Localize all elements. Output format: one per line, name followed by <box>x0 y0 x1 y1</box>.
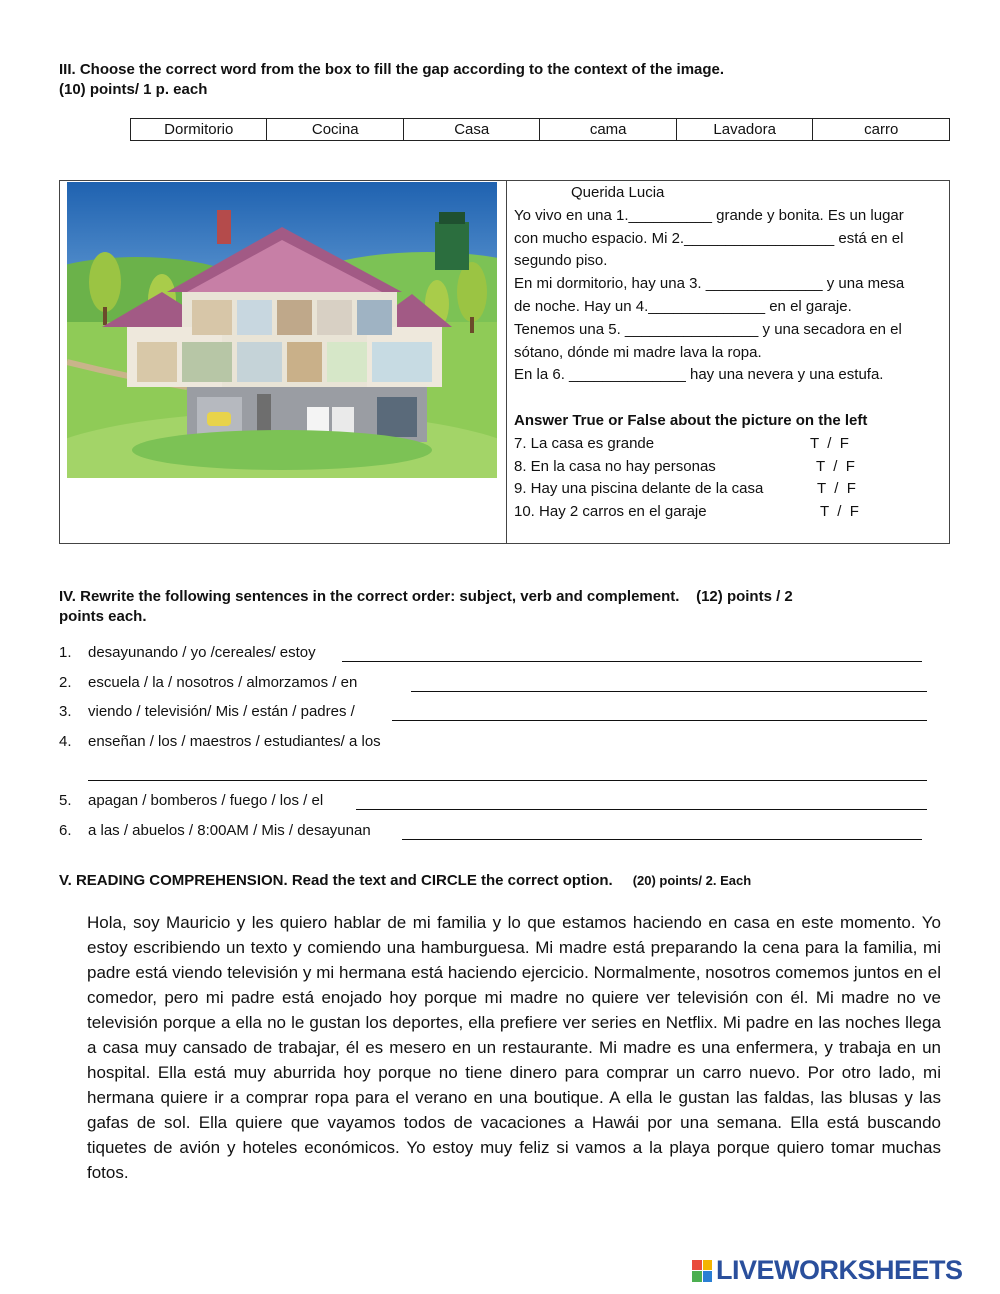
list-item-text: escuela / la / nosotros / almorzamos / en <box>88 674 358 691</box>
answer-line[interactable] <box>356 809 927 810</box>
word-box <box>130 118 950 141</box>
list-item-number: 2. <box>59 674 72 691</box>
word-box-item: Lavadora <box>676 119 812 141</box>
true-false-options[interactable]: T / F <box>817 480 856 498</box>
list-item-number: 3. <box>59 703 72 720</box>
list-item-number: 6. <box>59 822 72 839</box>
answer-line[interactable] <box>411 691 927 692</box>
true-false-question: 10. Hay 2 carros en el garaje <box>514 503 707 521</box>
letter-line: segundo piso. <box>514 252 608 270</box>
word-box-item: carro <box>813 119 950 141</box>
section-4-title <box>59 587 941 627</box>
word-box-item: cama <box>540 119 676 141</box>
true-false-question: 9. Hay una piscina delante de la casa <box>514 480 764 498</box>
true-false-title: Answer True or False about the picture on the left <box>514 411 868 429</box>
true-false-options[interactable]: T / F <box>810 434 849 452</box>
list-item-text: desayunando / yo /cereales/ estoy <box>88 644 316 661</box>
letter-line: En la 6. ______________ hay una nevera y una estufa. <box>514 366 884 384</box>
section-5-title-text: V. READING COMPREHENSION. Read the text and CIRCLE the correct option. <box>59 872 613 889</box>
true-false-item <box>514 478 941 501</box>
letter-greeting: Querida Lucia <box>571 184 665 201</box>
reading-text: Hola, soy Mauricio y les quiero hablar de mi familia y lo que estamos haciendo en casa en este momento. Yo estoy escribiendo un texto y comiendo una hamburguesa. Mi madre está preparando la cena para la familia, mi padre está viendo televisión y mi hermana está haciendo ejercicio. Normalmente, nosotros comemos juntos en el comedor, pero mi padre está enojado hoy porque mi madre no quiere ver televisión con él. Mi madre no ve televisión porque a ella no le gustan los deportes, ella prefiere ver series en Netflix. Mi padre en las noches llega a casa muy cansado de trabajar, él es mesero en un restaurante. Mi madre es una enfermera, y trabaja en un hospital. Ella está muy aburrida hoy porque no tiene dinero para comprar un carro nuevo. Por otro lado, mi hermana quiere ir a comprar ropa para el verano en una boutique. A ella le gustan las faldas, las blusas y las gafas de sol. Ella quiere que vayamos todos de vacaciones a Hawái por una semana. Ella está buscando tiquetes de avión y hoteles económicos. Yo estoy muy feliz si vamos a la playa porque quiero tomar muchas fotos. <box>87 913 941 1182</box>
word-box-item: Dormitorio <box>131 119 267 141</box>
word-box-item: Casa <box>403 119 539 141</box>
list-item-text: viendo / televisión/ Mis / están / padres / <box>88 703 355 720</box>
section-5-title <box>59 872 751 889</box>
list-item-number: 1. <box>59 644 72 661</box>
answer-line[interactable] <box>392 720 927 721</box>
house-illustration <box>67 182 497 478</box>
list-item-number: 5. <box>59 792 72 809</box>
list-item-text: apagan / bomberos / fuego / los / el <box>88 792 324 809</box>
logo-mark-icon <box>692 1260 712 1282</box>
word-box-item: Cocina <box>267 119 403 141</box>
letter-line: Tenemos una 5. ________________ y una secadora en el <box>514 320 902 338</box>
letter-panel <box>514 182 941 524</box>
letter-line: con mucho espacio. Mi 2.__________________ está en el <box>514 229 904 247</box>
true-false-item <box>514 456 941 479</box>
true-false-options[interactable]: T / F <box>816 457 855 475</box>
logo-text: LIVEWORKSHEETS <box>716 1255 963 1285</box>
section-3-title <box>59 60 941 100</box>
section-5-points: (20) points/ 2. Each <box>632 873 752 888</box>
answer-line[interactable] <box>402 839 922 840</box>
list-item-number: 4. <box>59 733 72 750</box>
true-false-question: 7. La casa es grande <box>514 434 655 452</box>
section-3-title-line2: (10) points/ 1 p. each <box>59 81 208 98</box>
letter-line: de noche. Hay un 4.______________ en el garaje. <box>514 297 852 315</box>
true-false-question: 8. En la casa no hay personas <box>514 457 716 475</box>
spacer <box>514 387 941 410</box>
section-4-title-line2: points each. <box>59 608 147 625</box>
letter-line: En mi dormitorio, hay una 3. ______________ y una mesa <box>514 275 905 293</box>
liveworksheets-logo <box>692 1255 963 1286</box>
section-3-title-line1: III. Choose the correct word from the box to fill the gap according to the context of the image. <box>59 61 725 78</box>
true-false-item <box>514 433 941 456</box>
true-false-item <box>514 501 941 524</box>
answer-line[interactable] <box>88 780 927 781</box>
list-item-text: enseñan / los / maestros / estudiantes/ a los <box>88 733 381 750</box>
true-false-options[interactable]: T / F <box>820 503 859 521</box>
letter-line: Yo vivo en una 1.__________ grande y bonita. Es un lugar <box>514 206 904 224</box>
section-4-title-line1: IV. Rewrite the following sentences in the correct order: subject, verb and complement. (12) points / 2 <box>59 588 793 605</box>
letter-line: sótano, dónde mi madre lava la ropa. <box>514 343 762 361</box>
exercise-box-divider <box>506 181 507 543</box>
list-item-text: a las / abuelos / 8:00AM / Mis / desayunan <box>88 822 371 839</box>
answer-line[interactable] <box>342 661 922 662</box>
